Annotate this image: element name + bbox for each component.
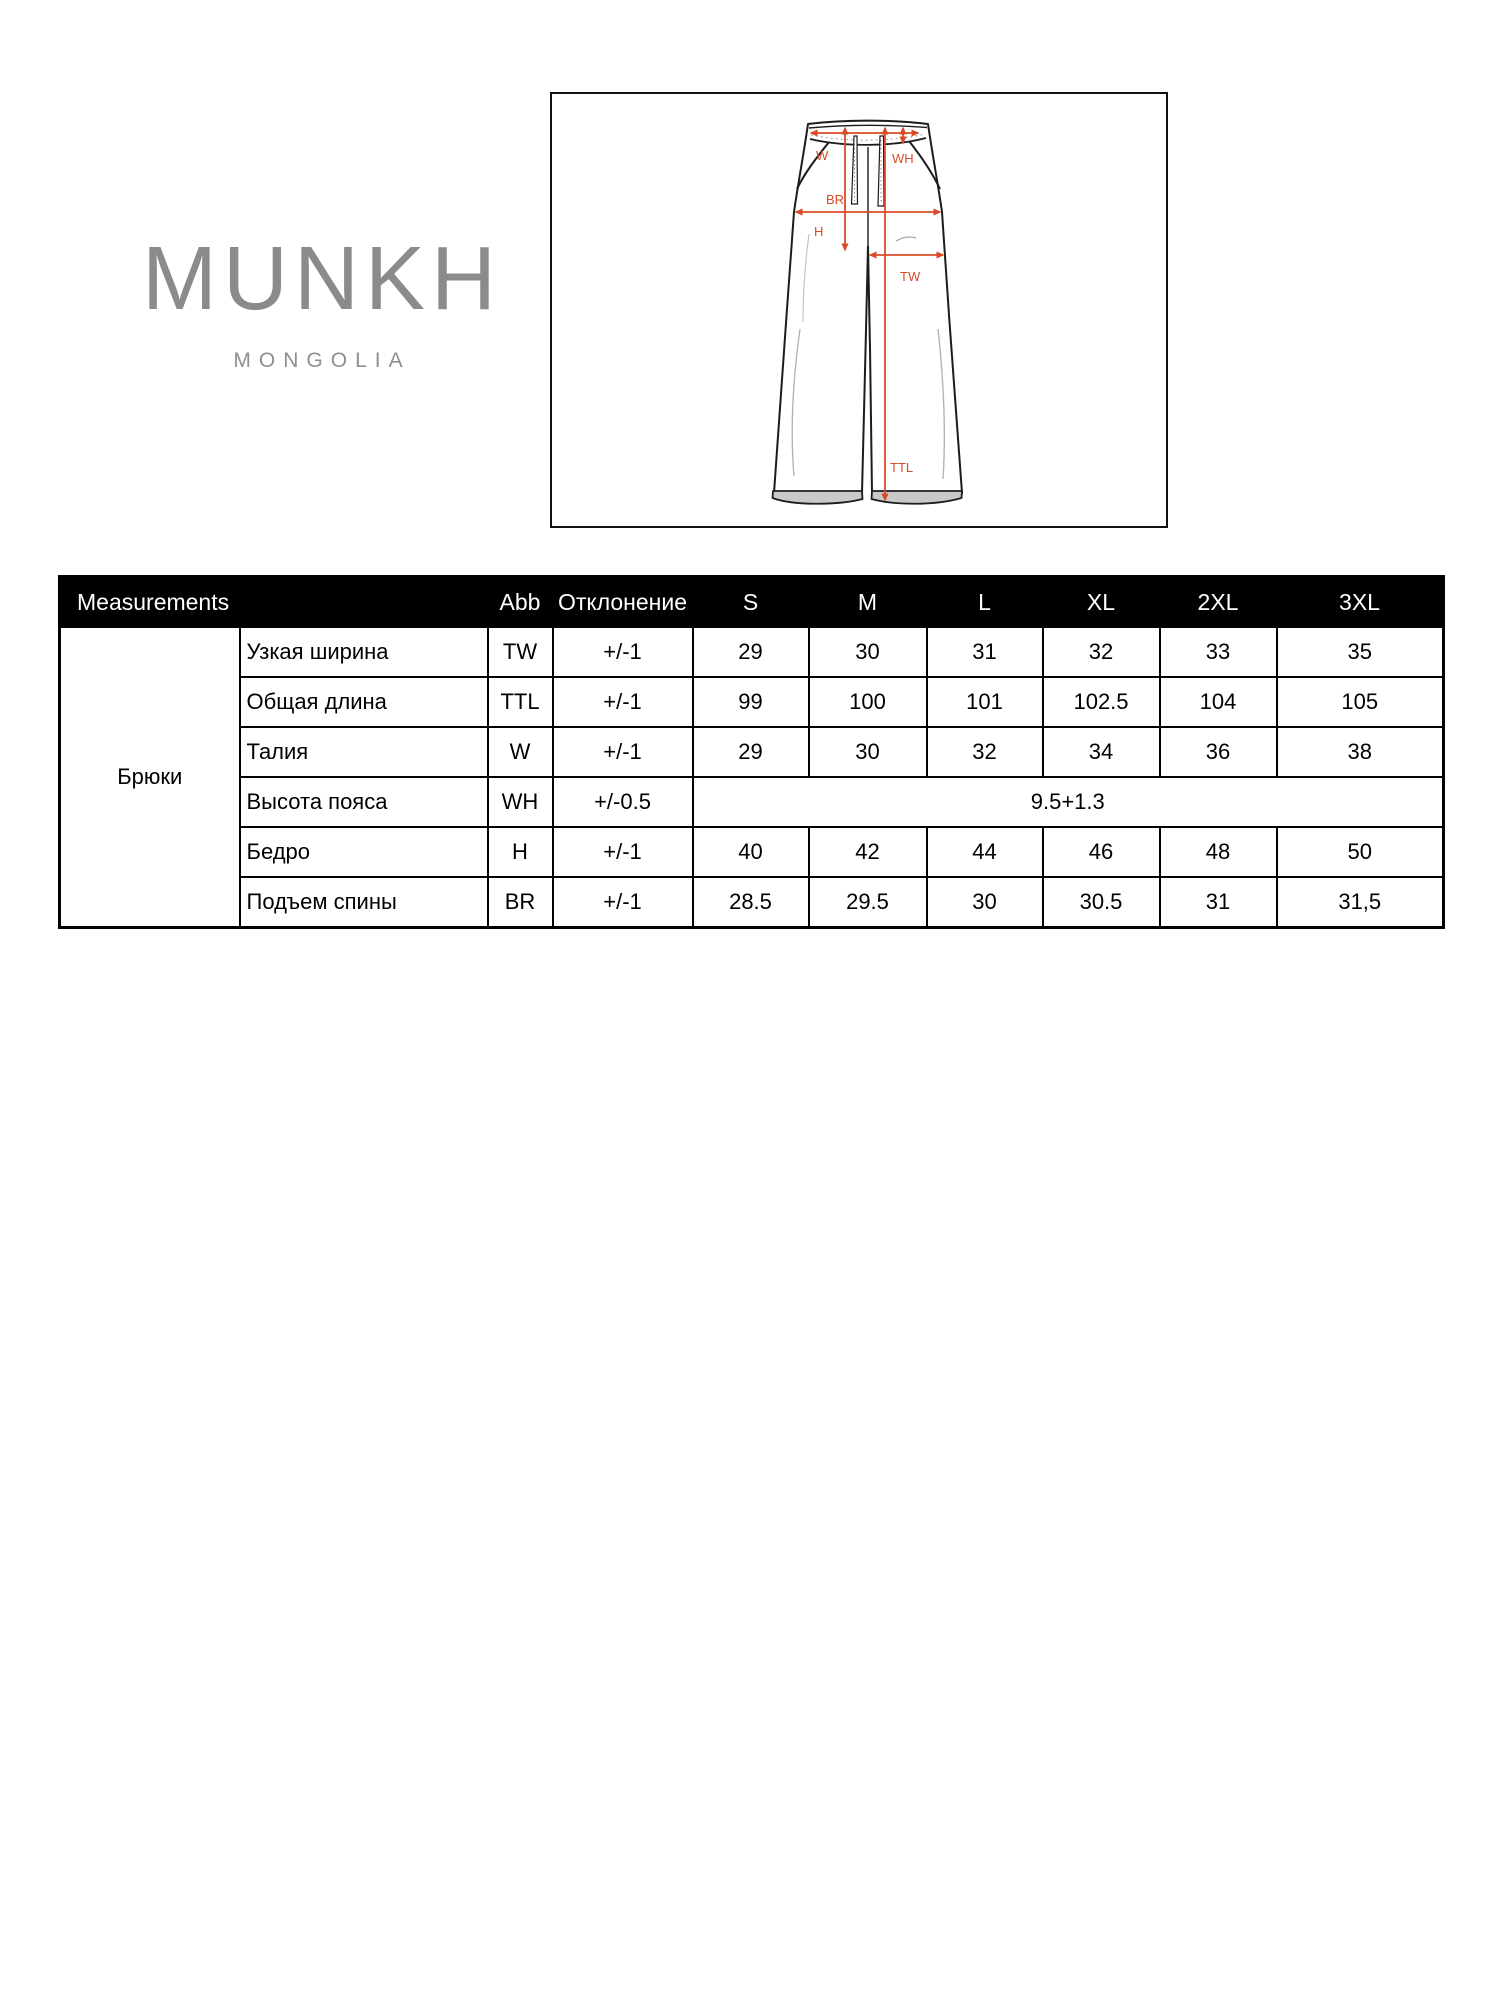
header-size-2xl: 2XL (1160, 577, 1277, 628)
value-cell: 104 (1160, 677, 1277, 727)
table-header-row (60, 577, 1444, 628)
value-cell: 28.5 (693, 877, 809, 928)
value-cell: 101 (927, 677, 1043, 727)
row-name: Подъем спины (240, 877, 488, 928)
pants-diagram-frame (550, 92, 1168, 528)
pants-diagram (552, 94, 1166, 526)
value-cell: 34 (1043, 727, 1160, 777)
table-row (60, 677, 1444, 727)
value-cell: 40 (693, 827, 809, 877)
value-cell: 32 (1043, 627, 1160, 677)
row-abb: TW (488, 627, 553, 677)
row-abb: TTL (488, 677, 553, 727)
header-size-l: L (927, 577, 1043, 628)
header-size-3xl: 3XL (1277, 577, 1444, 628)
left-hem-band (773, 491, 863, 504)
value-cell: 29.5 (809, 877, 927, 928)
dim-w-label: W (816, 148, 829, 163)
table-row (60, 777, 1444, 827)
value-cell: 50 (1277, 827, 1444, 877)
value-cell: 31,5 (1277, 877, 1444, 928)
row-deviation: +/-1 (553, 677, 693, 727)
dim-tw-label: TW (900, 269, 921, 284)
value-cell: 29 (693, 627, 809, 677)
value-cell: 30.5 (1043, 877, 1160, 928)
category-cell: Брюки (60, 627, 240, 928)
row-abb: BR (488, 877, 553, 928)
merged-value-cell: 9.5+1.3 (693, 777, 1444, 827)
value-cell: 30 (927, 877, 1043, 928)
row-deviation: +/-1 (553, 627, 693, 677)
row-abb: WH (488, 777, 553, 827)
brand-logo: MUNKH (142, 229, 502, 329)
value-cell: 29 (693, 727, 809, 777)
row-deviation: +/-0.5 (553, 777, 693, 827)
value-cell: 33 (1160, 627, 1277, 677)
header-size-s: S (693, 577, 809, 628)
size-chart-table (58, 575, 1445, 929)
value-cell: 31 (927, 627, 1043, 677)
table-row (60, 827, 1444, 877)
row-name: Бедро (240, 827, 488, 877)
value-cell: 32 (927, 727, 1043, 777)
dim-wh-label: WH (892, 151, 914, 166)
row-deviation: +/-1 (553, 727, 693, 777)
brand-subtitle: MONGOLIA (233, 349, 411, 372)
value-cell: 46 (1043, 827, 1160, 877)
value-cell: 48 (1160, 827, 1277, 877)
header-deviation: Отклонение (553, 577, 693, 628)
value-cell: 100 (809, 677, 927, 727)
value-cell: 42 (809, 827, 927, 877)
header-measurements: Measurements (60, 577, 488, 628)
header-size-m: M (809, 577, 927, 628)
row-deviation: +/-1 (553, 827, 693, 877)
value-cell: 36 (1160, 727, 1277, 777)
value-cell: 102.5 (1043, 677, 1160, 727)
table-row (60, 627, 1444, 677)
row-name: Узкая ширина (240, 627, 488, 677)
row-name: Талия (240, 727, 488, 777)
dim-ttl-label: TTL (890, 460, 914, 475)
row-name: Высота пояса (240, 777, 488, 827)
value-cell: 30 (809, 727, 927, 777)
value-cell: 38 (1277, 727, 1444, 777)
header-size-xl: XL (1043, 577, 1160, 628)
row-deviation: +/-1 (553, 877, 693, 928)
table-row (60, 727, 1444, 777)
table-row (60, 877, 1444, 928)
value-cell: 30 (809, 627, 927, 677)
row-abb: W (488, 727, 553, 777)
header-abb: Abb (488, 577, 553, 628)
dim-h-label: H (814, 224, 824, 239)
value-cell: 35 (1277, 627, 1444, 677)
row-name: Общая длина (240, 677, 488, 727)
value-cell: 44 (927, 827, 1043, 877)
value-cell: 31 (1160, 877, 1277, 928)
value-cell: 105 (1277, 677, 1444, 727)
dim-br-label: BR (826, 192, 845, 207)
row-abb: H (488, 827, 553, 877)
value-cell: 99 (693, 677, 809, 727)
